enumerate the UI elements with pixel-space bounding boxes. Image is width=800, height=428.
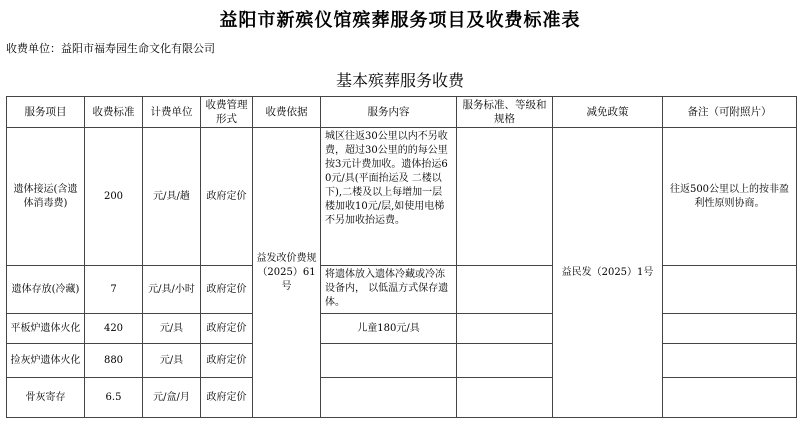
table-row [7, 266, 797, 314]
standard-cell [457, 266, 553, 314]
price-cell: 200 [85, 128, 143, 266]
note-cell [663, 314, 797, 344]
unit-cell: 元/具/小时 [143, 266, 201, 314]
header-cell: 收费依据 [253, 97, 321, 128]
price-cell: 7 [85, 266, 143, 314]
section-title: 基本殡葬服务收费 [335, 71, 464, 90]
header-row [7, 97, 797, 128]
header-cell: 计费单位 [143, 97, 201, 128]
content-cell: 城区往返30公里以内不另收费，超过30公里的的每公里按3元计费加收。遗体抬运60元/具(平面抬运及 二楼以下),二楼及以上每增加一层 楼加收10元/层,如使用电梯不另加收抬运费。 [321, 128, 457, 266]
header-cell: 服务项目 [7, 97, 85, 128]
standard-cell [457, 344, 553, 378]
price-cell: 6.5 [85, 378, 143, 418]
mgmt-cell: 政府定价 [201, 266, 253, 314]
mgmt-cell: 政府定价 [201, 314, 253, 344]
item-cell: 捡灰炉遗体火化 [7, 344, 85, 378]
policy-cell: 益民发（2025）1号 [553, 128, 663, 418]
item-cell: 平板炉遗体火化 [7, 314, 85, 344]
content-cell: 儿童180元/具 [321, 314, 457, 344]
mgmt-cell: 政府定价 [201, 378, 253, 418]
item-cell: 遗体存放(冷藏) [7, 266, 85, 314]
unit-cell: 元/具 [143, 344, 201, 378]
table-row [7, 314, 797, 344]
charging-unit: 收费单位：益阳市福寿园生命文化有限公司 [6, 42, 215, 55]
standard-cell [457, 128, 553, 266]
fee-table [6, 96, 797, 418]
unit-cell: 元/盒/月 [143, 378, 201, 418]
mgmt-cell: 政府定价 [201, 128, 253, 266]
note-cell [663, 344, 797, 378]
header-cell: 收费标准 [85, 97, 143, 128]
unit-cell: 元/具/趟 [143, 128, 201, 266]
table-row [7, 344, 797, 378]
standard-cell [457, 314, 553, 344]
basis-cell: 益发改价费规（2025）61号 [253, 128, 321, 418]
content-cell [321, 344, 457, 378]
note-cell [663, 266, 797, 314]
header-cell: 服务内容 [321, 97, 457, 128]
table-row [7, 128, 797, 266]
document-title: 益阳市新殡仪馆殡葬服务项目及收费标准表 [219, 10, 581, 31]
unit-cell: 元/具 [143, 314, 201, 344]
item-cell: 遗体接运(含遗体消毒费) [7, 128, 85, 266]
header-cell: 服务标准、等级和规格 [457, 97, 553, 128]
content-cell: 将遗体放入遗体冷藏或冷冻设备内， 以低温方式保存遗体。 [321, 266, 457, 314]
header-cell: 减免政策 [553, 97, 663, 128]
header-cell: 备注（可附照片） [663, 97, 797, 128]
table-row [7, 378, 797, 418]
mgmt-cell: 政府定价 [201, 344, 253, 378]
price-cell: 880 [85, 344, 143, 378]
item-cell: 骨灰寄存 [7, 378, 85, 418]
note-cell: 往返500公里以上的按非盈利性原则协商。 [663, 128, 797, 266]
standard-cell [457, 378, 553, 418]
content-cell [321, 378, 457, 418]
price-cell: 420 [85, 314, 143, 344]
header-cell: 收费管理形式 [201, 97, 253, 128]
note-cell [663, 378, 797, 418]
